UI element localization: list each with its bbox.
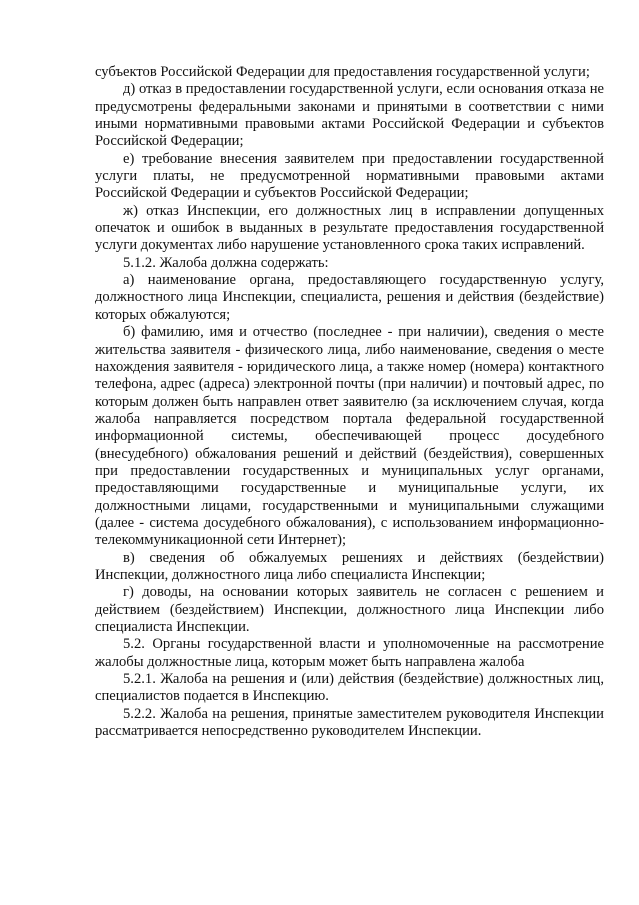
section-5-2-1: 5.2.1. Жалоба на решения и (или) действия (бездействие) должностных лиц, специалистов подается в Инспекцию. [95,671,604,705]
paragraph-item-e: е) требование внесения заявителем при предоставлении государственной услуги платы, не предусмотренной нормативными правовыми актами Российской Федерации и субъектов Российской Федерации; [95,150,604,202]
section-heading-5-1-2: 5.1.2. Жалоба должна содержать: [123,254,329,271]
paragraph-continuation: субъектов Российской Федерации для предоставления государственной услуги; [95,64,590,80]
paragraph-item-b: б) фамилию, имя и отчество (последнее - при наличии), сведения о месте жительства заявителя - физического лица, либо наименование, сведения о месте нахождения заявителя - юридического лица, а также номер (номера) контактного телефона, адрес (адреса) электронной почты (при наличии) и почтовый адрес, по которым должен быть направлен ответ заявителю (за исключением случая, когда жалоба направляется посредством портала федеральной государственной информационной системы, обеспечивающей процесс досудебного (внесудебного) обжалования решений и действий (бездействия), совершенных при предоставлении государственных и муниципальных услуг органами, предоставляющими государственные и муниципальные услуги, их должностными лицами, государственными и муниципальными служащими (далее - система досудебного обжалования), с использованием информационно-телекоммуникационной сети Интернет); [95,324,604,549]
paragraph-item-a: а) наименование органа, предоставляющего государственную услугу, должностного лица Инспекции, специалиста, решения и действия (бездействие) которых обжалуются; [95,272,604,323]
document-body [95,64,604,740]
paragraph-item-g: г) доводы, на основании которых заявитель не согласен с решением и действием (бездействием) Инспекции, должностного лица Инспекции либо специалиста Инспекции. [95,584,604,635]
section-5-2-2: 5.2.2. Жалоба на решения, принятые заместителем руководителя Инспекции рассматривается непосредственно руководителем Инспекции. [95,705,604,740]
section-5-2: 5.2. Органы государственной власти и уполномоченные на рассмотрение жалобы должностные лица, которым может быть направлена жалоба [95,636,604,670]
paragraph-item-zh: ж) отказ Инспекции, его должностных лиц в исправлении допущенных опечаток и ошибок в выданных в результате предоставления государственной услуги документах либо нарушение установленного срока таких исправлений. [95,202,604,254]
paragraph-item-v: в) сведения об обжалуемых решениях и действиях (бездействии) Инспекции, должностного лица либо специалиста Инспекции; [95,549,604,583]
paragraph-item-d: д) отказ в предоставлении государственной услуги, если основания отказа не предусмотрены федеральными законами и принятыми в соответствии с ними иными нормативными правовыми актами Российской Федерации и субъектов Российской Федерации; [95,81,604,150]
